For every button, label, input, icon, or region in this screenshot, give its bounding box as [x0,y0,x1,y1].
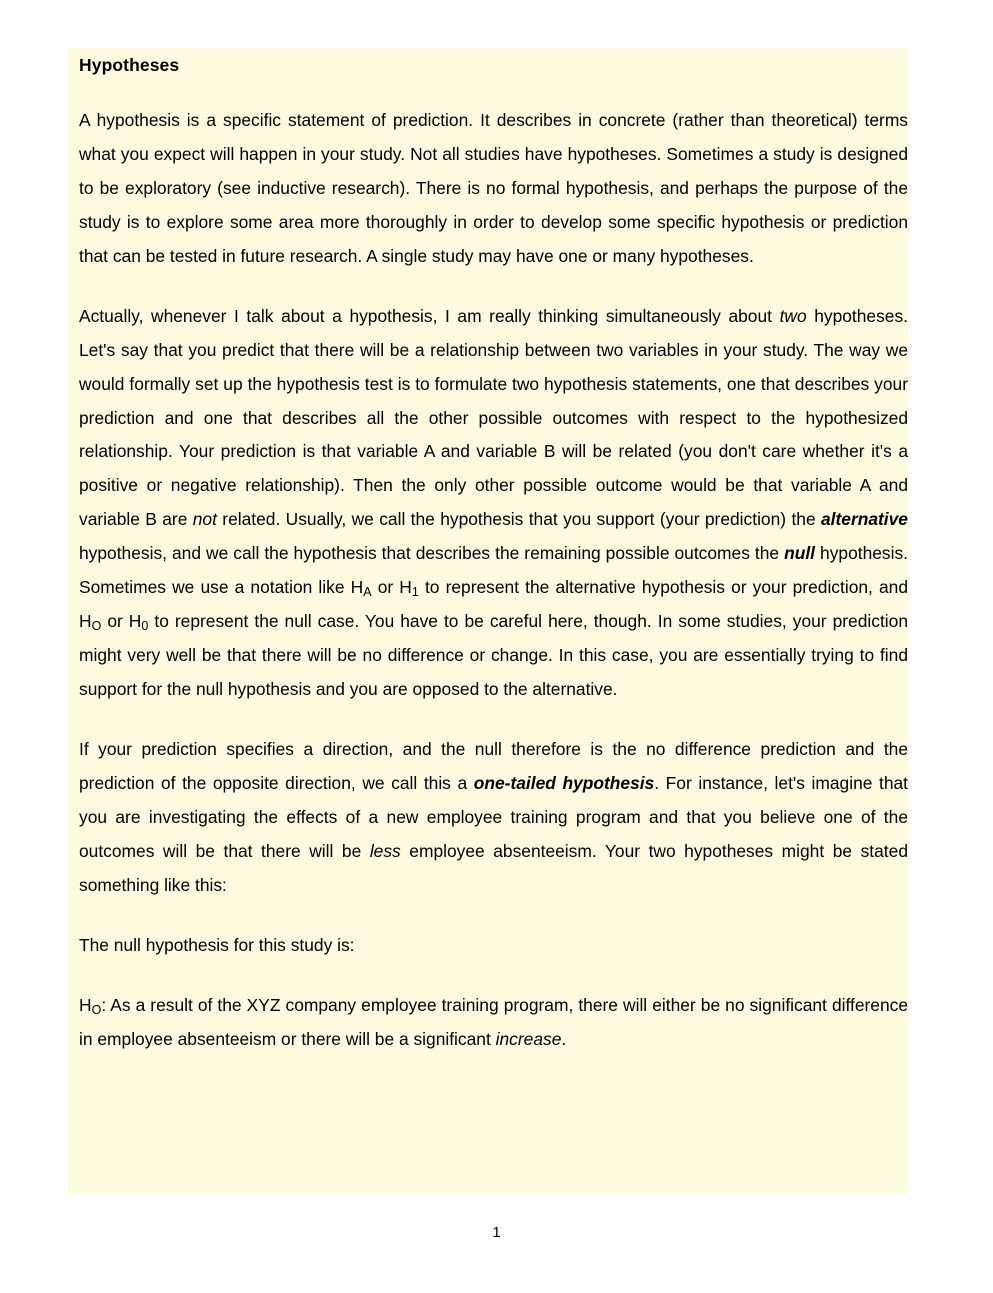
p2-segment-f: or H [371,577,412,598]
p3-segment-c: employee absenteeism. Your two hypotheses might be stated something like this: [79,840,908,895]
emphasis-two: two [779,305,807,326]
p2-segment-b: hypotheses. Let's say that you predict that there will be a relationship between two variables in your study. The way we would formally set up the hypothesis test is to formulate two hypothesis statements, one that describes your prediction and one that describes all the other possible outcomes with respect to the hypothesized relationship. Your prediction is that variable A and variable B will be related (you don't care whether it's a positive or negative relationship). Then the only other possible outcome would be that variable A and variable B are [79,305,908,530]
p5-segment-c: . [561,1028,567,1049]
p2-segment-i: to represent the null case. You have to be careful here, though. In some studies, your prediction might very well be that there will be no difference or change. In this case, you are essentially trying to find support for the null hypothesis and you are opposed to the alternative. [79,611,909,699]
paragraph-two-hypotheses [79,300,908,707]
p5-segment-a: H [79,994,92,1015]
p2-segment-e: hypothesis. Sometimes we use a notation like H [79,543,908,598]
emphasis-increase: increase [495,1028,562,1049]
p2-segment-g: to represent the alternative hypothesis or your prediction, and H [79,577,909,632]
emphasis-null: null [784,543,816,564]
subscript-o-null: O [91,1002,102,1017]
subscript-o: O [91,618,102,633]
paragraph-one-tailed [79,733,908,903]
subscript-a: A [363,584,372,599]
p3-segment-a: If your prediction specifies a direction, and the null therefore is the no difference prediction and the prediction of the opposite direction, we call this a [79,738,908,793]
p5-segment-b: : As a result of the XYZ company employee training program, there will either be no significant difference in employee absenteeism or there will be a significant [79,994,908,1049]
emphasis-less: less [369,840,401,861]
paragraph-intro [79,104,908,274]
subscript-0: 0 [141,618,149,633]
page-number: 1 [492,1224,501,1241]
p3-segment-b: . For instance, let's imagine that you are investigating the effects of a new employee training program and that you believe one of the outcomes will be that there will be [79,772,909,861]
page-title: Hypotheses [79,55,180,75]
p2-segment-h: or H [101,611,142,632]
paragraph-intro-text: A hypothesis is a specific statement of prediction. It describes in concrete (rather than theoretical) terms what you expect will happen in your study. Not all studies have hypotheses. Sometimes a study is designed to be exploratory (see inductive research). There is no formal hypothesis, and perhaps the purpose of the study is to explore some area more thoroughly in order to develop some specific hypothesis or prediction that can be tested in future research. A single study may have one or many hypotheses. [79,110,908,266]
paragraph-null-lead-in [79,929,908,963]
paragraph-null-hypothesis [79,989,908,1057]
p2-segment-a: Actually, whenever I talk about a hypothesis, I am really thinking simultaneously about [79,305,780,326]
emphasis-not: not [192,509,217,530]
emphasis-alternative: alternative [820,509,908,530]
emphasis-one-tailed-hypothesis: one-tailed hypothesis [473,772,655,793]
p4-text: The null hypothesis for this study is: [79,934,355,955]
subscript-1: 1 [411,584,419,599]
p2-segment-c: related. Usually, we call the hypothesis that you support (your prediction) the [216,509,821,530]
p2-segment-d: hypothesis, and we call the hypothesis that describes the remaining possible outcomes the [79,543,785,564]
